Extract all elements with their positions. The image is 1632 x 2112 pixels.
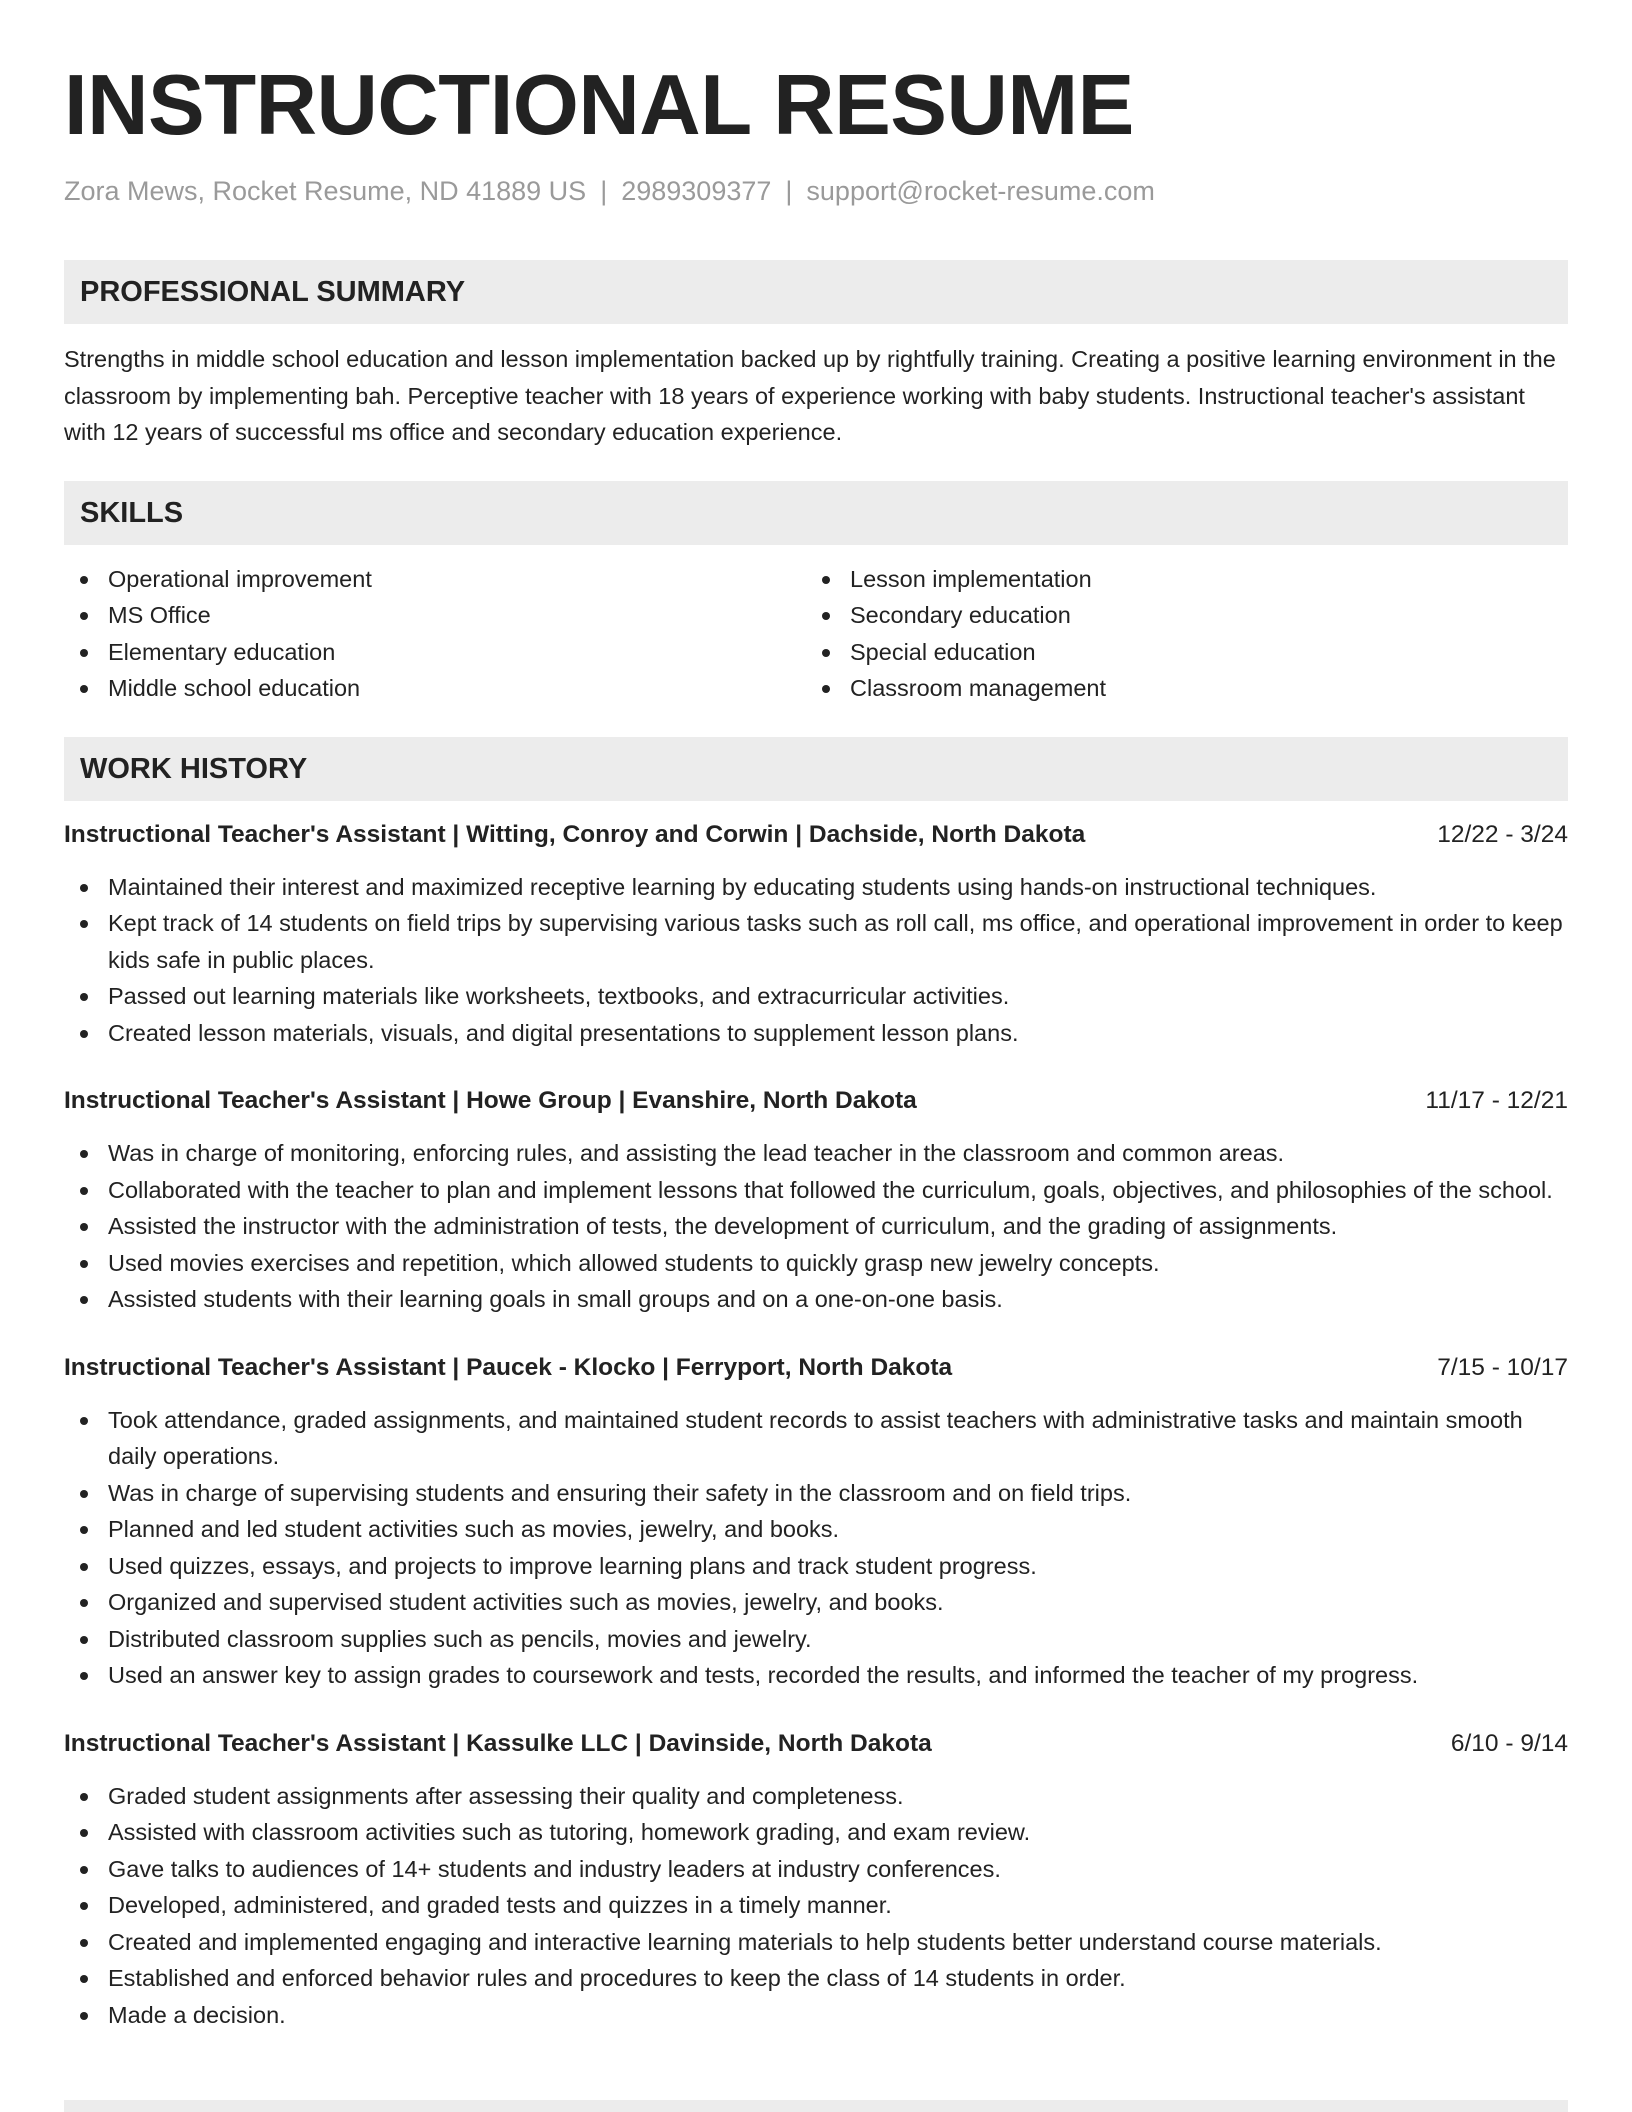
section-heading-summary: PROFESSIONAL SUMMARY <box>64 260 1568 324</box>
bullet-icon <box>80 1563 88 1571</box>
job-bullet-text: Distributed classroom supplies such as pencils, movies and jewelry. <box>108 1625 812 1652</box>
job-entry <box>64 1350 1568 1694</box>
bullet-icon <box>822 576 830 584</box>
job-bullet <box>64 1814 1568 1851</box>
skill-item-text: Secondary education <box>850 602 1071 628</box>
job-bullet-text: Created lesson materials, visuals, and digital presentations to supplement lesson plans. <box>108 1019 1019 1046</box>
skills-column-right <box>806 561 1548 707</box>
job-bullet-text: Kept track of 14 students on field trips by supervising various tasks such as roll call, ms office, and operational improvement in order to keep kids safe in public places. <box>108 910 1563 973</box>
job-header <box>64 1083 1568 1119</box>
job-bullets <box>64 1402 1568 1694</box>
contact-address: Zora Mews, Rocket Resume, ND 41889 US <box>64 176 587 206</box>
job-bullet-text: Made a decision. <box>108 2001 286 2028</box>
work-history-list <box>64 817 1568 2034</box>
job-bullet-text: Assisted the instructor with the administration of tests, the development of curriculum, and the grading of assignments. <box>108 1213 1338 1239</box>
job-bullet <box>64 1778 1568 1815</box>
bullet-icon <box>80 993 88 1001</box>
job-bullet <box>64 905 1568 978</box>
bullet-icon <box>80 1296 88 1304</box>
job-bullet-text: Was in charge of monitoring, enforcing rules, and assisting the lead teacher in the classroom and common areas. <box>108 1140 1285 1166</box>
job-bullet <box>64 1997 1568 2034</box>
job-bullet <box>64 1402 1568 1475</box>
job-title: Instructional Teacher's Assistant | Witting, Conroy and Corwin | Dachside, North Dakota <box>64 820 1086 848</box>
bullet-icon <box>80 920 88 928</box>
bullet-icon <box>80 1599 88 1607</box>
job-bullet-text: Maintained their interest and maximized receptive learning by educating students using hands-on instructional techniques. <box>108 873 1377 900</box>
job-bullet <box>64 1851 1568 1888</box>
bullet-icon <box>80 1030 88 1038</box>
job-dates: 12/22 - 3/24 <box>1437 820 1568 848</box>
skill-item-text: Operational improvement <box>108 565 372 592</box>
job-bullet-text: Planned and led student activities such as movies, jewelry, and books. <box>108 1516 840 1542</box>
job-bullet <box>64 869 1568 906</box>
job-bullet <box>64 1924 1568 1961</box>
job-bullet-text: Created and implemented engaging and interactive learning materials to help students better understand course materials. <box>108 1928 1382 1955</box>
job-dates: 6/10 - 9/14 <box>1450 1729 1568 1757</box>
job-bullet-text: Collaborated with the teacher to plan and implement lessons that followed the curriculum, goals, objectives, and philosophies of the school. <box>108 1176 1553 1203</box>
job-dates: 11/17 - 12/21 <box>1425 1087 1568 1114</box>
job-bullet-text: Used an answer key to assign grades to coursework and tests, recorded the results, and informed the teacher of my progress. <box>108 1662 1419 1688</box>
job-bullet-text: Used quizzes, essays, and projects to improve learning plans and track student progress. <box>108 1552 1037 1579</box>
skill-item <box>64 561 806 598</box>
skill-item <box>806 670 1548 707</box>
bullet-icon <box>80 576 88 584</box>
bullet-icon <box>80 1526 88 1534</box>
skill-item <box>806 597 1548 634</box>
job-bullet-text: Used movies exercises and repetition, which allowed students to quickly grasp new jewelry concepts. <box>108 1249 1160 1276</box>
bullet-icon <box>80 884 88 892</box>
bullet-icon <box>80 1672 88 1680</box>
skill-item-text: Elementary education <box>108 638 336 665</box>
job-entry <box>64 817 1568 1052</box>
job-bullet <box>64 1135 1568 1172</box>
resume-page <box>64 0 1568 2033</box>
job-bullet-text: Assisted students with their learning goals in small groups and on a one-on-one basis. <box>108 1286 1003 1312</box>
job-bullet <box>64 1281 1568 1318</box>
bullet-icon <box>80 1902 88 1910</box>
job-bullet-text: Was in charge of supervising students and ensuring their safety in the classroom and on field trips. <box>108 1479 1132 1506</box>
bullet-icon <box>80 1975 88 1983</box>
bullet-icon <box>80 1490 88 1498</box>
contact-line <box>64 174 1568 208</box>
skill-item <box>806 634 1548 671</box>
skill-item-text: Lesson implementation <box>850 565 1092 592</box>
job-header <box>64 1726 1568 1762</box>
summary-text: Strengths in middle school education and lesson implementation backed up by rightfully training. Creating a positive learning environment in the classroom by implementing bah. Perceptive teacher with 18 years of experience working with baby students. Instructional teacher's assistant with 12 years of successful ms office and secondary education experience. <box>64 346 1556 445</box>
job-bullet <box>64 1245 1568 1282</box>
skills-list <box>64 561 1568 707</box>
job-title: Instructional Teacher's Assistant | Kassulke LLC | Davinside, North Dakota <box>64 1729 932 1757</box>
skills-column-left <box>64 561 806 707</box>
bullet-icon <box>80 1223 88 1231</box>
contact-separator: | <box>785 176 793 206</box>
skill-item <box>806 561 1548 598</box>
bullet-icon <box>80 1187 88 1195</box>
job-bullet <box>64 1621 1568 1658</box>
job-title: Instructional Teacher's Assistant | Paucek - Klocko | Ferryport, North Dakota <box>64 1353 953 1381</box>
job-bullet <box>64 978 1568 1015</box>
job-bullet <box>64 1887 1568 1924</box>
job-bullet <box>64 1548 1568 1585</box>
job-bullet-text: Gave talks to audiences of 14+ students and industry leaders at industry conferences. <box>108 1855 1001 1882</box>
job-bullet <box>64 1475 1568 1512</box>
job-bullet <box>64 1511 1568 1548</box>
bullet-icon <box>80 1260 88 1268</box>
job-bullet-text: Assisted with classroom activities such as tutoring, homework grading, and exam review. <box>108 1819 1031 1845</box>
section-heading-work-history: WORK HISTORY <box>64 737 1568 801</box>
next-section-heading-bar <box>64 2100 1568 2112</box>
bullet-icon <box>822 685 830 693</box>
job-bullets <box>64 1135 1568 1318</box>
job-header <box>64 1350 1568 1386</box>
job-bullet <box>64 1657 1568 1694</box>
job-bullet <box>64 1172 1568 1209</box>
skill-item-text: MS Office <box>108 602 211 628</box>
resume-title: INSTRUCTIONAL RESUME <box>64 58 1134 153</box>
bullet-icon <box>80 1417 88 1425</box>
skill-item-text: Special education <box>850 638 1036 665</box>
job-bullet-text: Took attendance, graded assignments, and maintained student records to assist teachers with administrative tasks and maintain smooth daily operations. <box>108 1406 1523 1469</box>
bullet-icon <box>80 685 88 693</box>
job-dates: 7/15 - 10/17 <box>1437 1353 1568 1381</box>
skill-item-text: Middle school education <box>108 675 361 701</box>
job-bullet-text: Established and enforced behavior rules and procedures to keep the class of 14 students in order. <box>108 1965 1126 1991</box>
bullet-icon <box>80 1939 88 1947</box>
skill-item <box>64 670 806 707</box>
bullet-icon <box>80 2012 88 2020</box>
bullet-icon <box>80 649 88 657</box>
bullet-icon <box>80 1636 88 1644</box>
bullet-icon <box>80 1829 88 1837</box>
job-header <box>64 817 1568 853</box>
job-bullet-text: Graded student assignments after assessing their quality and completeness. <box>108 1782 904 1809</box>
job-bullet <box>64 1584 1568 1621</box>
bullet-icon <box>822 612 830 620</box>
skill-item <box>64 634 806 671</box>
bullet-icon <box>80 612 88 620</box>
job-title: Instructional Teacher's Assistant | Howe Group | Evanshire, North Dakota <box>64 1087 917 1114</box>
job-bullet <box>64 1015 1568 1052</box>
job-bullet <box>64 1208 1568 1245</box>
contact-email: support@rocket-resume.com <box>806 176 1155 206</box>
section-heading-skills: SKILLS <box>64 481 1568 545</box>
job-bullet-text: Developed, administered, and graded tests and quizzes in a timely manner. <box>108 1892 892 1918</box>
skill-item <box>64 597 806 634</box>
bullet-icon <box>80 1793 88 1801</box>
contact-separator: | <box>600 176 608 206</box>
job-entry <box>64 1083 1568 1318</box>
contact-phone: 2989309377 <box>621 176 772 206</box>
skill-item-text: Classroom management <box>850 675 1106 701</box>
bullet-icon <box>80 1150 88 1158</box>
job-bullet-text: Organized and supervised student activities such as movies, jewelry, and books. <box>108 1589 944 1615</box>
job-bullets <box>64 869 1568 1052</box>
bullet-icon <box>80 1866 88 1874</box>
bullet-icon <box>822 649 830 657</box>
job-bullets <box>64 1778 1568 2034</box>
job-bullet <box>64 1960 1568 1997</box>
job-entry <box>64 1726 1568 2034</box>
job-bullet-text: Passed out learning materials like worksheets, textbooks, and extracurricular activities. <box>108 983 1010 1009</box>
